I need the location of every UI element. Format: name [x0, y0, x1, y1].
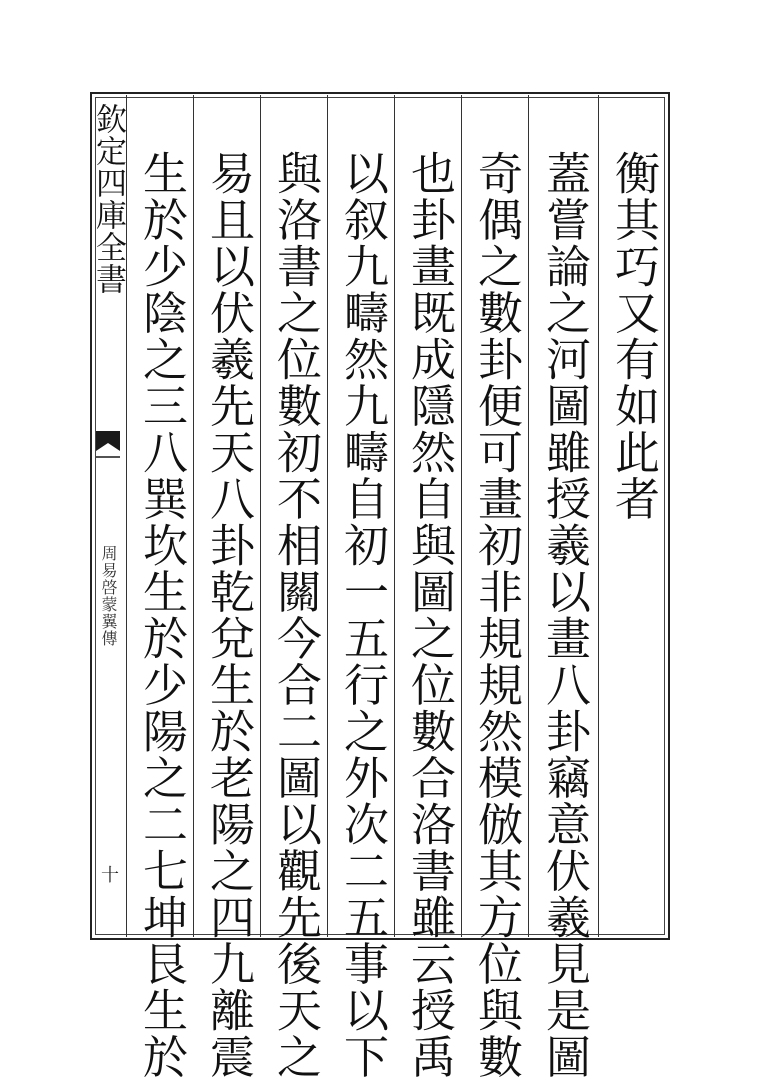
section-label: 周易啓蒙翼傳	[99, 545, 118, 647]
page-number: 十	[98, 865, 119, 883]
text-column: 生於少陰之三八巽坎生於少陽之二七坤艮生於	[135, 150, 188, 1080]
text-column: 也卦畫既成隱然自與圖之位數合洛書雖云授禹	[403, 150, 456, 1080]
text-column: 易且以伏羲先天八卦乾兌生於老陽之四九離震	[202, 150, 255, 1080]
column-rule	[260, 95, 261, 937]
text-column: 與洛書之位數初不相關今合二圖以觀先後天之	[269, 150, 322, 1080]
column-rule	[193, 95, 194, 937]
column-rule	[327, 95, 328, 937]
text-column: 衡其巧又有如此者	[607, 150, 660, 522]
column-rule	[598, 95, 599, 937]
book-title: 欽定四庫全書	[90, 103, 126, 295]
fishtail-ornament-icon	[96, 431, 120, 459]
column-rule	[126, 95, 127, 937]
column-rule	[394, 95, 395, 937]
text-column: 以叙九疇然九疇自初一五行之外次二五事以下	[336, 150, 389, 1080]
column-rule	[528, 95, 529, 937]
page-banner	[90, 95, 126, 937]
column-rule	[461, 95, 462, 937]
text-column: 蓋嘗論之河圖雖授羲以畫八卦竊意伏羲見是圖	[538, 150, 591, 1080]
text-column: 奇偶之數卦便可畫初非規規然模倣其方位與數	[470, 150, 523, 1080]
